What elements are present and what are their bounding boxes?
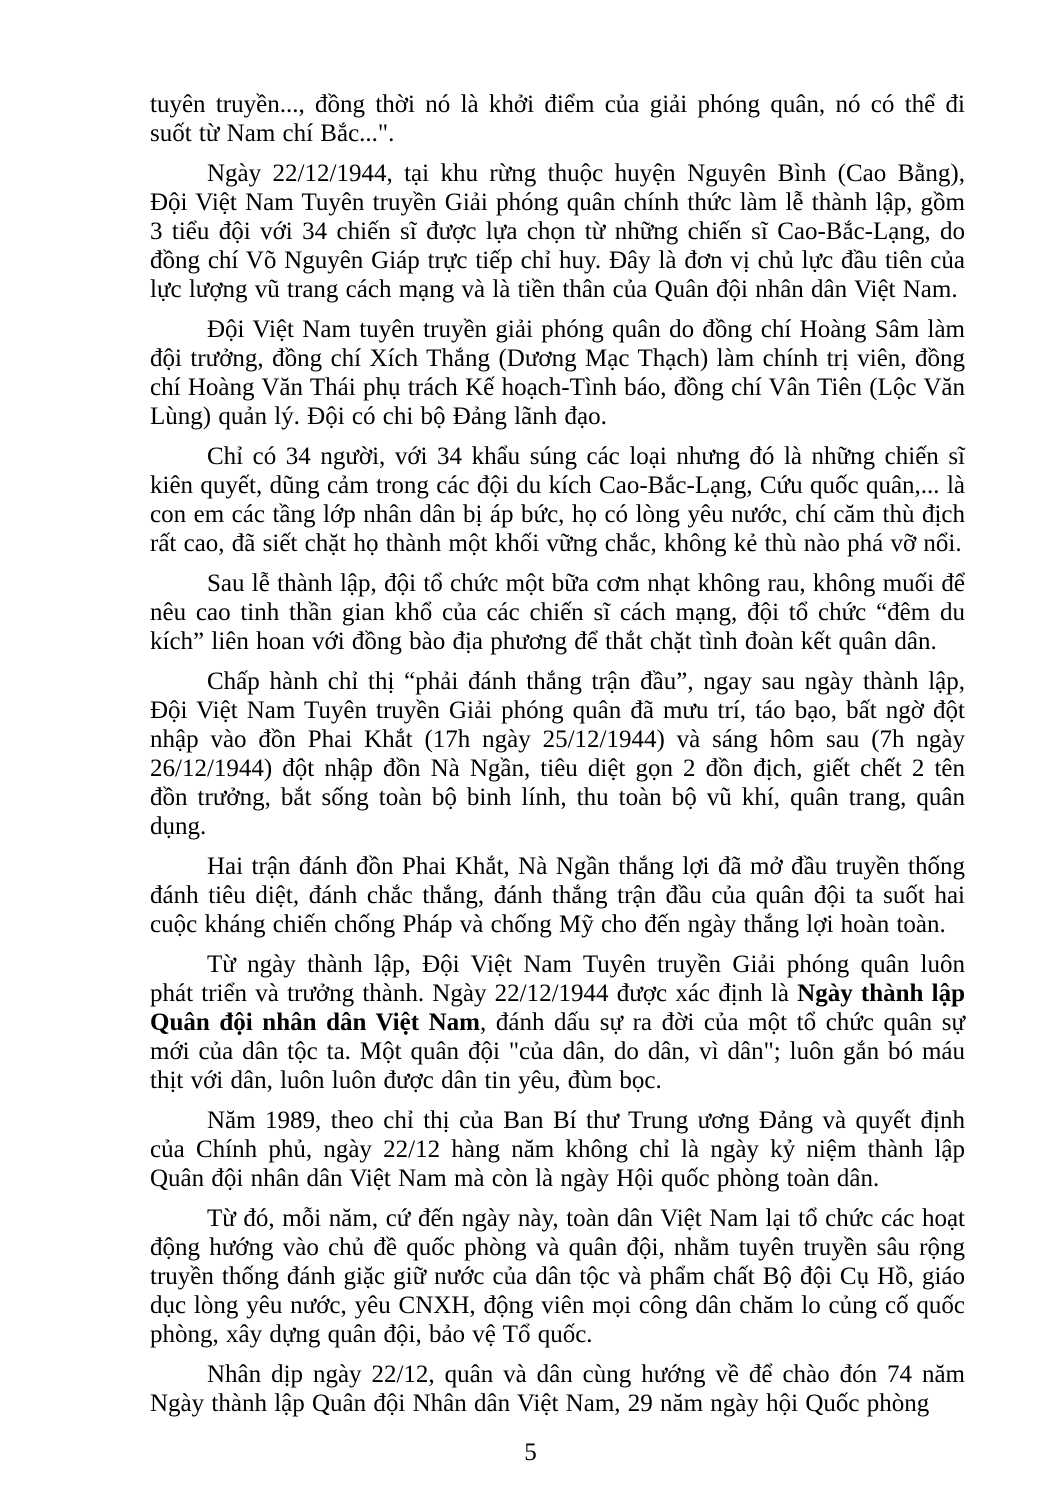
paragraph (150, 315, 965, 431)
text-run: Chỉ có 34 người, với 34 khẩu súng các loại nhưng đó là những chiến sĩ kiên quyết, dũng cảm trong các đội du kích Cao-Bắc-Lạng, Cứu quốc quân,... là con em các tầng lớp nhân dân bị áp bức, họ có lòng yêu nước, chí căm thù địch rất cao, đã siết chặt họ thành một khối vững chắc, không kẻ thù nào phá vỡ nổi. (150, 443, 965, 557)
document-body (150, 90, 965, 1429)
paragraph (150, 667, 965, 841)
bold-text-run: Ngày thành lập Quân đội nhân dân Việt Nam (150, 980, 965, 1036)
text-run: Nhân dịp ngày 22/12, quân và dân cùng hướng về để chào đón 74 năm Ngày thành lập Quân đội Nhân dân Việt Nam, 29 năm ngày hội Quốc phòng (150, 1361, 965, 1417)
paragraph (150, 1106, 965, 1193)
text-run: Sau lễ thành lập, đội tổ chức một bữa cơm nhạt không rau, không muối để nêu cao tinh thần gian khổ của các chiến sĩ cách mạng, đội tổ chức “đêm du kích” liên hoan với đồng bào địa phương để thắt chặt tình đoàn kết quân dân. (150, 570, 965, 655)
text-run: , đánh dấu sự ra đời của một tổ chức quân sự mới của dân tộc ta. Một quân đội "của dân, do dân, vì dân"; luôn gắn bó máu thịt với dân, luôn luôn được dân tin yêu, đùm bọc. (150, 1009, 965, 1094)
text-run: Chấp hành chỉ thị “phải đánh thắng trận đầu”, ngay sau ngày thành lập, Đội Việt Nam Tuyên truyền Giải phóng quân đã mưu trí, táo bạo, bất ngờ đột nhập vào đồn Phai Khắt (17h ngày 25/12/1944) và sáng hôm sau (7h ngày 26/12/1944) đột nhập đồn Nà Ngần, tiêu diệt gọn 2 đồn địch, giết chết 2 tên đồn trưởng, bắt sống toàn bộ binh lính, thu toàn bộ vũ khí, quân trang, quân dụng. (150, 668, 965, 840)
text-run: Hai trận đánh đồn Phai Khắt, Nà Ngần thắng lợi đã mở đầu truyền thống đánh tiêu diệt, đánh chắc thắng, đánh thắng trận đầu của quân đội ta suốt hai cuộc kháng chiến chống Pháp và chống Mỹ cho đến ngày thắng lợi hoàn toàn. (150, 853, 965, 938)
text-run: Ngày 22/12/1944, tại khu rừng thuộc huyện Nguyên Bình (Cao Bằng), Đội Việt Nam Tuyên truyền Giải phóng quân chính thức làm lễ thành lập, gồm 3 tiểu đội với 34 chiến sĩ được lựa chọn từ những chiến sĩ Cao-Bắc-Lạng, do đồng chí Võ Nguyên Giáp trực tiếp chỉ huy. Đây là đơn vị chủ lực đầu tiên của lực lượng vũ trang cách mạng và là tiền thân của Quân đội nhân dân Việt Nam. (150, 160, 965, 303)
paragraph (150, 442, 965, 558)
page-number: 5 (524, 1439, 537, 1466)
text-run: Từ đó, mỗi năm, cứ đến ngày này, toàn dân Việt Nam lại tổ chức các hoạt động hướng vào chủ đề quốc phòng và quân đội, nhằm tuyên truyền sâu rộng truyền thống đánh giặc giữ nước của dân tộc và phẩm chất Bộ đội Cụ Hồ, giáo dục lòng yêu nước, yêu CNXH, động viên mọi công dân chăm lo củng cố quốc phòng, xây dựng quân đội, bảo vệ Tổ quốc. (150, 1205, 965, 1348)
paragraph (150, 159, 965, 304)
paragraph (150, 852, 965, 939)
text-run: Năm 1989, theo chỉ thị của Ban Bí thư Trung ương Đảng và quyết định của Chính phủ, ngày 22/12 hàng năm không chỉ là ngày kỷ niệm thành lập Quân đội nhân dân Việt Nam mà còn là ngày Hội quốc phòng toàn dân. (150, 1107, 965, 1192)
paragraph (150, 950, 965, 1095)
paragraph (150, 1360, 965, 1418)
paragraph (150, 569, 965, 656)
paragraph (150, 1204, 965, 1349)
text-run: Từ ngày thành lập, Đội Việt Nam Tuyên truyền Giải phóng quân luôn phát triển và trưởng thành. Ngày 22/12/1944 được xác định là (150, 951, 965, 1007)
paragraph (150, 90, 965, 148)
text-run: tuyên truyền..., đồng thời nó là khởi điểm của giải phóng quân, nó có thể đi suốt từ Nam chí Bắc...". (150, 91, 965, 147)
text-run: Đội Việt Nam tuyên truyền giải phóng quân do đồng chí Hoàng Sâm làm đội trưởng, đồng chí Xích Thắng (Dương Mạc Thạch) làm chính trị viên, đồng chí Hoàng Văn Thái phụ trách Kế hoạch-Tình báo, đồng chí Vân Tiên (Lộc Văn Lùng) quản lý. Đội có chi bộ Đảng lãnh đạo. (150, 316, 965, 430)
page-footer (0, 1438, 1061, 1467)
